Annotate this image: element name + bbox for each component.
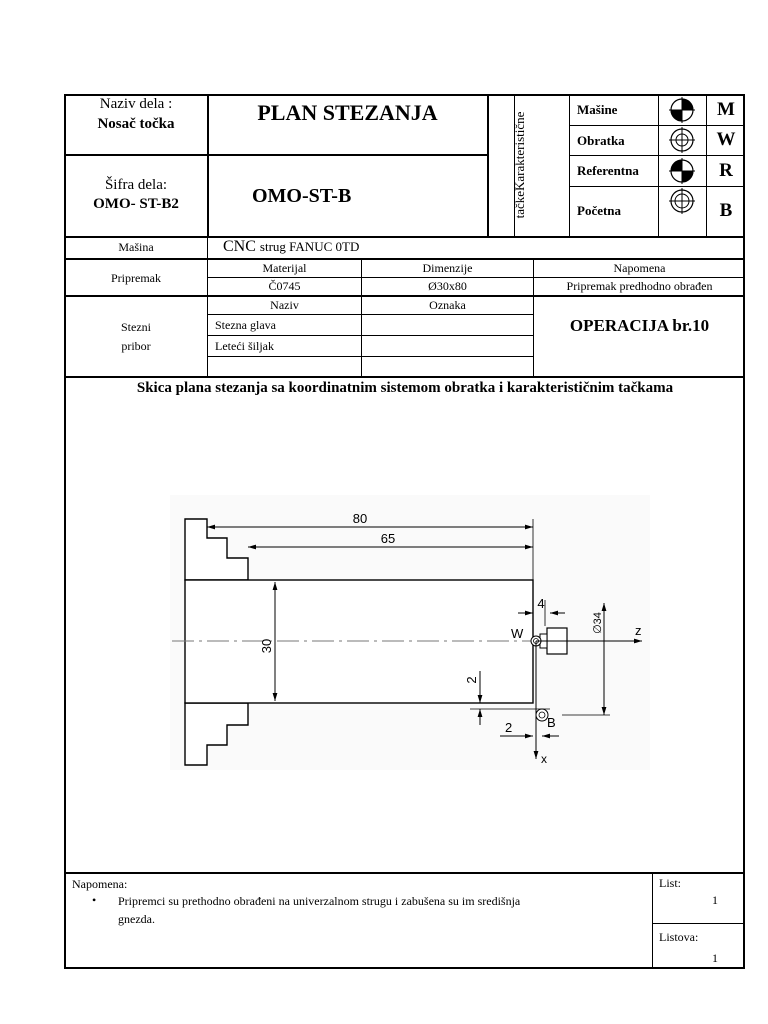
operation-title: OPERACIJA br.10 xyxy=(569,316,710,335)
clamping-sketch xyxy=(170,495,650,770)
label-w: W xyxy=(511,626,524,641)
dimension-80: 80 xyxy=(352,511,368,526)
blank-material: Č0745 xyxy=(268,279,301,293)
legend-divider xyxy=(658,94,659,237)
fixture-header-code: Oznaka xyxy=(429,298,466,312)
notes-divider xyxy=(652,923,745,924)
machine-label: Mašina xyxy=(118,240,154,254)
start-point-icon xyxy=(669,188,695,214)
table-divider xyxy=(207,335,533,336)
notes-divider xyxy=(652,873,653,968)
notes-text-line2: gnezda. xyxy=(118,912,155,926)
axis-z: z xyxy=(635,623,642,638)
fixture-item: Leteći šiljak xyxy=(215,339,274,353)
legend-divider xyxy=(569,94,570,237)
start-point-icon-inner xyxy=(539,712,545,718)
table-divider xyxy=(533,296,534,377)
table-divider xyxy=(64,258,745,260)
table-divider xyxy=(207,277,745,278)
workpiece-zero-icon xyxy=(669,127,695,153)
table-divider xyxy=(64,295,745,297)
header-divider xyxy=(64,154,489,156)
header-divider xyxy=(487,94,489,237)
fixture-header-name: Naziv xyxy=(270,298,299,312)
blank-header-dimensions: Dimenzije xyxy=(422,261,473,275)
legend-name: Početna xyxy=(577,203,622,218)
part-name-label: Naziv dela : xyxy=(99,96,173,112)
blank-note: Pripremak predhodno obrađen xyxy=(566,279,713,293)
part-code-label: Šifra dela: xyxy=(104,177,168,193)
page-title: PLAN STEZANJA xyxy=(257,100,438,125)
part-name: Nosač točka xyxy=(97,116,175,132)
characteristic-points-label: tačkeKarakteristične xyxy=(512,111,527,219)
blank-header-material: Materijal xyxy=(262,261,307,275)
blank-header-note: Napomena xyxy=(613,261,666,275)
notes-divider xyxy=(64,872,745,874)
sheet-label: List: xyxy=(659,876,682,890)
legend-name: Mašine xyxy=(577,102,618,117)
sheet-count-label: Listova: xyxy=(659,930,699,944)
notes-label: Napomena: xyxy=(72,877,128,891)
dimension-2-horizontal: 2 xyxy=(505,720,513,735)
dimension-30: 30 xyxy=(259,638,274,654)
legend-letter: B xyxy=(719,200,733,221)
legend-divider xyxy=(569,155,745,156)
machine-zero-icon xyxy=(669,97,695,123)
part-code: OMO- ST-B2 xyxy=(93,196,179,212)
dimension-2-vertical: 2 xyxy=(464,676,479,684)
sheet-number: 1 xyxy=(712,893,718,907)
machine-value xyxy=(223,238,359,256)
legend-letter: W xyxy=(716,129,736,150)
document-code: OMO-ST-B xyxy=(252,185,352,207)
legend-name: Obratka xyxy=(577,133,625,148)
axis-x: x xyxy=(541,752,547,766)
legend-name: Referentna xyxy=(577,163,639,178)
header-divider xyxy=(64,236,745,238)
sketch-title: Skica plana stezanja sa koordinatnim sistemom obratka i karakterističnim tačkama xyxy=(136,380,674,396)
legend-divider xyxy=(569,186,745,187)
dimension-4: 4 xyxy=(537,596,545,611)
notes-text-line1: Pripremci su prethodno obrađeni na univerzalnom strugu i zabušena su im središnja xyxy=(118,894,521,908)
dimension-34: ∅34 xyxy=(592,612,604,634)
machine-cnc: CNC xyxy=(223,238,256,255)
label-b: B xyxy=(547,715,556,730)
bullet-icon: • xyxy=(92,893,97,907)
table-divider xyxy=(64,376,745,378)
legend-divider xyxy=(569,125,745,126)
table-divider xyxy=(207,314,533,315)
fixture-item: Stezna glava xyxy=(215,318,276,332)
blank-dimensions: Ø30x80 xyxy=(428,279,467,293)
legend-letter: M xyxy=(717,99,735,120)
dimension-65: 65 xyxy=(380,531,396,546)
machine-model: strug FANUC 0TD xyxy=(259,239,360,254)
reference-point-icon xyxy=(669,158,695,184)
sheet-count: 1 xyxy=(712,951,718,965)
blank-label: Pripremak xyxy=(111,271,161,285)
table-divider xyxy=(207,356,533,357)
legend-letter: R xyxy=(719,160,733,181)
fixture-label: pribor xyxy=(121,339,151,353)
fixture-label: Stezni xyxy=(121,320,151,334)
legend-divider xyxy=(514,94,515,237)
